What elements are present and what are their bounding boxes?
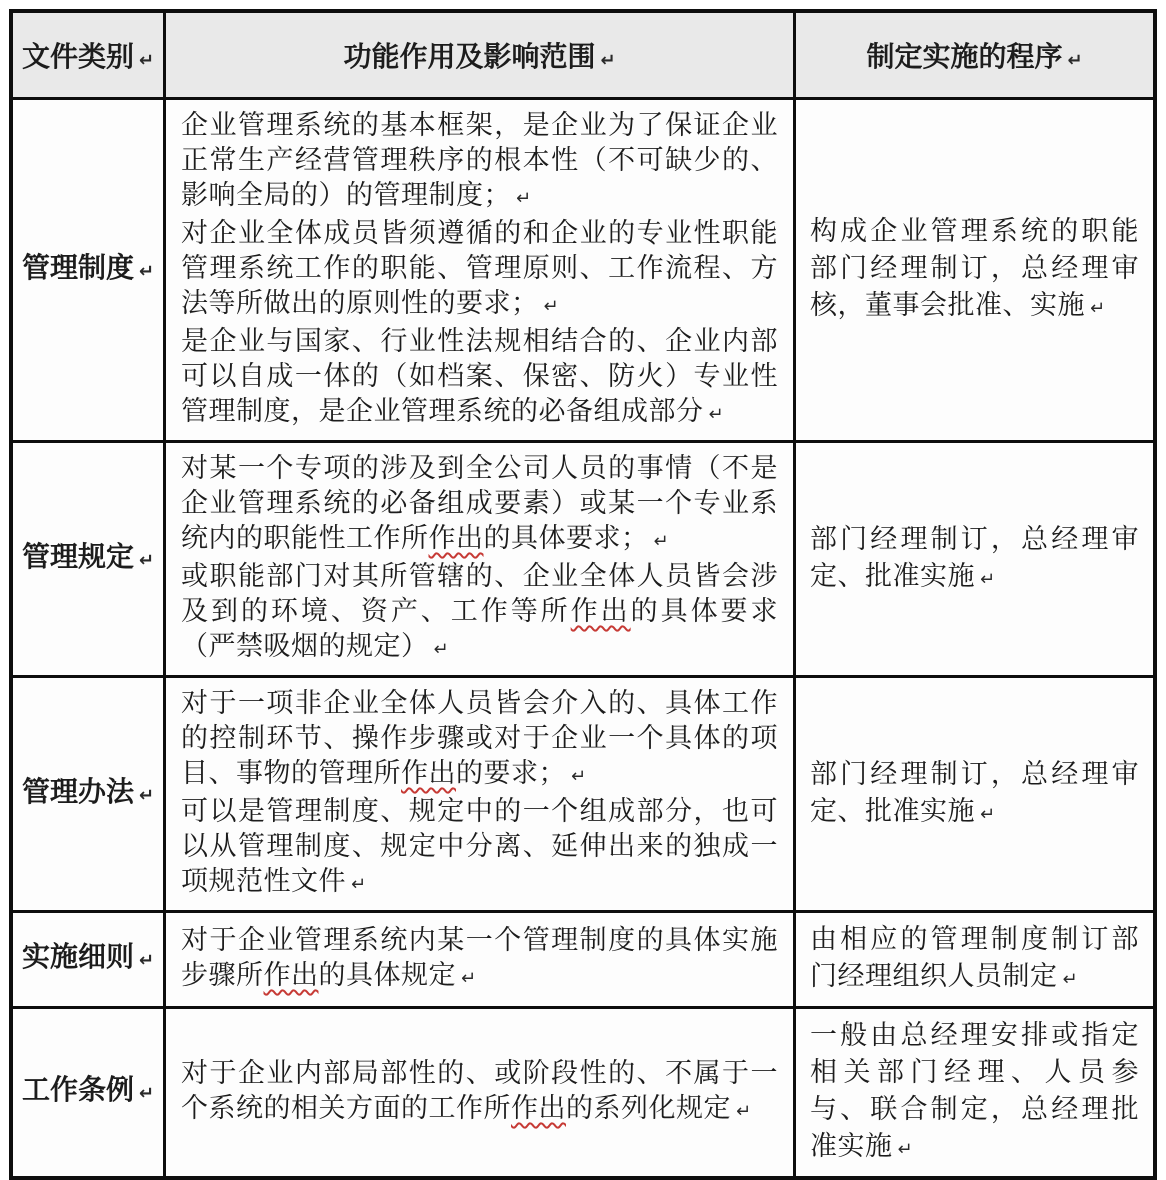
paragraph-mark: ↵ bbox=[1062, 969, 1078, 990]
paragraph-mark: ↵ bbox=[351, 874, 367, 895]
function-scope-paragraph: 是企业与国家、行业性法规相结合的、企业内部可以自成一体的（如档案、保密、防火）专业性管理制度，是企业管理系统的必备组成部分 ↵ bbox=[181, 326, 778, 426]
cell-function-scope bbox=[163, 913, 793, 1006]
function-scope-paragraph: 可以是管理制度、规定中的一个组成部分，也可以从管理制度、规定中分离、延伸出来的独成一项规范性文件 ↵ bbox=[181, 796, 778, 896]
paragraph-mark: ↵ bbox=[980, 568, 996, 590]
cell-category bbox=[13, 678, 163, 910]
function-scope-paragraph: 对某一个专项的涉及到全公司人员的事情（不是企业管理系统的必备组成要素）或某一个专业系统内的职能性工作所作出的具体要求； ↵ bbox=[181, 453, 778, 553]
paragraph-mark: ↵ bbox=[653, 531, 669, 552]
function-scope-paragraph: 对于企业内部局部性的、或阶段性的、不属于一个系统的相关方面的工作所作出的系列化规定 ↵ bbox=[181, 1058, 778, 1123]
spellcheck-flagged-word: 作出 bbox=[511, 1093, 566, 1123]
paragraph-mark: ↵ bbox=[1067, 50, 1083, 71]
spellcheck-flagged-word: 作出 bbox=[428, 523, 484, 553]
header-cell-procedure bbox=[793, 13, 1153, 97]
category-label: 管理规定 ↵ bbox=[21, 541, 155, 573]
paragraph-mark: ↵ bbox=[138, 549, 155, 571]
function-scope-paragraph: 对于一项非企业全体人员皆会介入的、具体工作的控制环节、操作步骤或对于企业一个具体的项目、事物的管理所作出的要求； ↵ bbox=[181, 688, 778, 788]
procedure-paragraph: 由相应的管理制度制订部门经理组织人员制定 ↵ bbox=[810, 924, 1139, 991]
spellcheck-flagged-word: 作出 bbox=[263, 960, 319, 990]
function-scope-paragraph: 企业管理系统的基本框架，是企业为了保证企业正常生产经营管理秩序的根本性（不可缺少的、影响全局的）的管理制度； ↵ bbox=[181, 110, 778, 210]
cell-category bbox=[13, 443, 163, 675]
procedure-paragraph: 一般由总经理安排或指定相关部门经理、人员参与、联合制定，总经理批准实施 ↵ bbox=[810, 1020, 1139, 1161]
category-label: 管理办法 ↵ bbox=[21, 776, 155, 808]
paragraph-mark: ↵ bbox=[433, 639, 449, 660]
paragraph-mark: ↵ bbox=[516, 188, 532, 209]
cell-category bbox=[13, 100, 163, 440]
function-scope-paragraph: 对于企业管理系统内某一个管理制度的具体实施步骤所作出的具体规定 ↵ bbox=[181, 925, 778, 990]
category-label: 管理制度 ↵ bbox=[21, 252, 155, 284]
cell-function-scope bbox=[163, 1009, 793, 1176]
paragraph-mark: ↵ bbox=[138, 260, 155, 282]
procedure-paragraph: 部门经理制订，总经理审定、批准实施 ↵ bbox=[810, 523, 1139, 591]
paragraph-mark: ↵ bbox=[138, 50, 155, 71]
spellcheck-flagged-word: 作出 bbox=[401, 758, 456, 788]
cell-procedure bbox=[793, 678, 1153, 910]
paragraph-mark: ↵ bbox=[138, 784, 155, 806]
header-cell-function-scope bbox=[163, 13, 793, 97]
cell-category bbox=[13, 913, 163, 1006]
function-scope-paragraph: 或职能部门对其所管辖的、企业全体人员皆会涉及到的环境、资产、工作等所作出的具体要求（严禁吸烟的规定） ↵ bbox=[181, 561, 779, 661]
cell-function-scope bbox=[163, 100, 793, 440]
paragraph-mark: ↵ bbox=[980, 803, 996, 825]
paragraph-mark: ↵ bbox=[138, 1083, 155, 1104]
cell-function-scope bbox=[163, 443, 793, 675]
table-row bbox=[13, 97, 1153, 440]
header-label-procedure: 制定实施的程序 ↵ bbox=[866, 42, 1083, 73]
table-row bbox=[13, 1006, 1153, 1176]
spellcheck-flagged-word: 作出 bbox=[570, 596, 631, 626]
paragraph-mark: ↵ bbox=[708, 404, 724, 425]
table-row bbox=[13, 910, 1153, 1006]
paragraph-mark: ↵ bbox=[736, 1101, 752, 1122]
procedure-paragraph: 构成企业管理系统的职能部门经理制订，总经理审核，董事会批准、实施 ↵ bbox=[810, 216, 1139, 320]
cell-procedure bbox=[793, 913, 1153, 1006]
cell-procedure bbox=[793, 100, 1153, 440]
category-label: 工作条例 ↵ bbox=[21, 1075, 155, 1106]
paragraph-mark: ↵ bbox=[1090, 298, 1106, 319]
paragraph-mark: ↵ bbox=[461, 968, 477, 989]
category-label: 实施细则 ↵ bbox=[21, 942, 155, 973]
function-scope-paragraph: 对企业全体成员皆须遵循的和企业的专业性职能管理系统工作的职能、管理原则、工作流程、方法等所做出的原则性的要求； ↵ bbox=[181, 218, 778, 318]
table-row bbox=[13, 440, 1153, 675]
header-cell-category bbox=[13, 13, 163, 97]
cell-category bbox=[13, 1009, 163, 1176]
table-row bbox=[13, 675, 1153, 910]
header-label-category: 文件类别 ↵ bbox=[21, 42, 155, 73]
document-table bbox=[9, 9, 1157, 1180]
paragraph-mark: ↵ bbox=[138, 950, 155, 971]
procedure-paragraph: 部门经理制订，总经理审定、批准实施 ↵ bbox=[810, 758, 1139, 826]
table-header-row bbox=[13, 13, 1153, 97]
header-label-function-scope: 功能作用及影响范围 ↵ bbox=[343, 42, 616, 73]
paragraph-mark: ↵ bbox=[571, 766, 587, 787]
cell-procedure bbox=[793, 443, 1153, 675]
cell-procedure bbox=[793, 1009, 1153, 1176]
cell-function-scope bbox=[163, 678, 793, 910]
paragraph-mark: ↵ bbox=[897, 1139, 913, 1160]
paragraph-mark: ↵ bbox=[600, 50, 616, 71]
paragraph-mark: ↵ bbox=[543, 296, 559, 317]
